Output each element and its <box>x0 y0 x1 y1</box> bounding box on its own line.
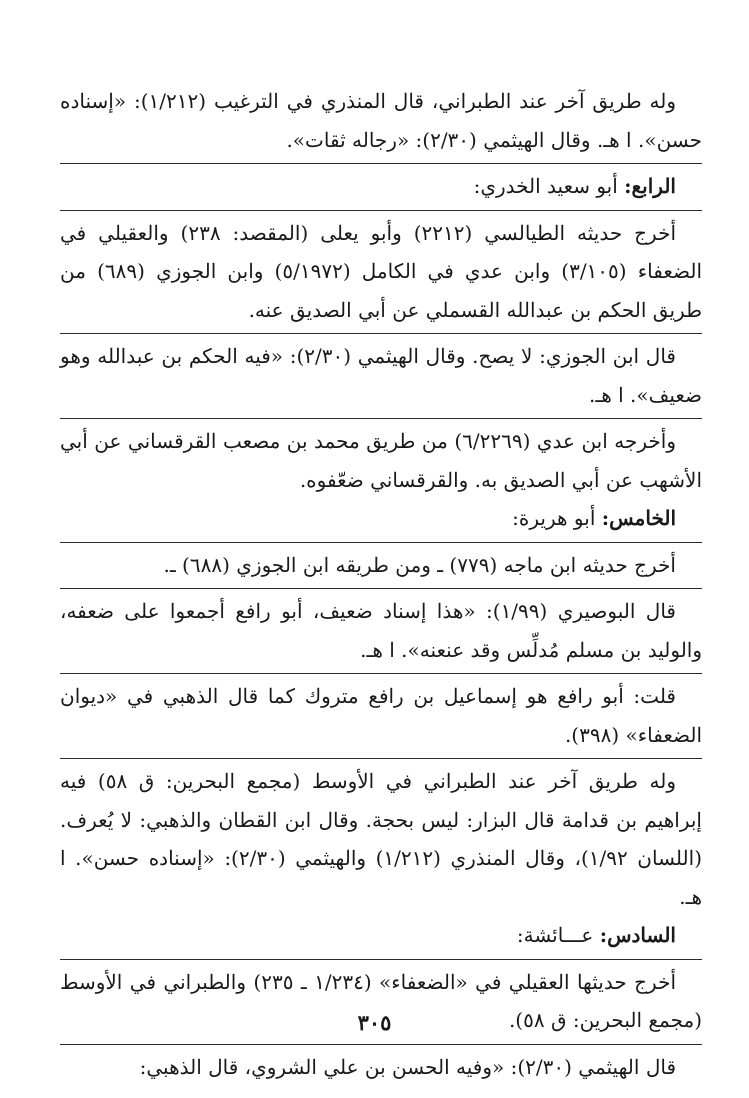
paragraph-busiri <box>60 592 702 669</box>
paragraph-text: أخرج حديثها العقيلي في «الضعفاء» (١/٢٣٤ ـ ٢٣٥) والطبراني في الأوسط (مجمع البحرين: ق ٥٨). <box>60 969 702 1032</box>
paragraph-ibn-majah <box>60 546 702 585</box>
heading-label: السادس: <box>599 923 676 947</box>
section-divider <box>60 542 702 543</box>
section-heading-fifth <box>60 499 702 538</box>
heading-text: أبو هريرة: <box>512 506 602 530</box>
paragraph-text: أخرج حديثه ابن ماجه (٧٧٩) ـ ومن طريقه ابن الجوزي (٦٨٨) ـ. <box>163 552 676 577</box>
paragraph-text: قال البوصيري (١/٩٩): «هذا إسناد ضعيف، أبو رافع أجمعوا على ضعفه، والوليد بن مسلم مُدلِّس وقد عنعنه». ا هـ. <box>60 599 702 662</box>
paragraph-abu-rafi-note <box>60 677 702 754</box>
heading-text: عـــائشة: <box>516 923 600 947</box>
paragraph-abu-said-takhrij <box>60 214 702 330</box>
section-heading-sixth <box>60 916 702 955</box>
paragraph-text: قلت: أبو رافع هو إسماعيل بن رافع متروك كما قال الذهبي في «ديوان الضعفاء» (٣٩٨). <box>60 684 702 747</box>
section-divider <box>60 333 702 334</box>
paragraph-tabarani-awsat <box>60 762 702 916</box>
heading-text: أبو سعيد الخدري: <box>473 174 625 198</box>
heading-label: الخامس: <box>601 506 676 530</box>
section-divider <box>60 418 702 419</box>
heading-label: الرابع: <box>624 174 676 198</box>
paragraph-ibn-jawzi-verdict <box>60 337 702 414</box>
paragraph-ibn-adi-qarqasani <box>60 422 702 499</box>
section-divider <box>60 163 702 164</box>
paragraph-text: قال ابن الجوزي: لا يصح. وقال الهيثمي (٢/٣٠): «فيه الحكم بن عبدالله وهو ضعيف». ا هـ. <box>60 344 702 407</box>
section-divider <box>60 1044 702 1045</box>
paragraph-text: وله طريق آخر عند الطبراني في الأوسط (مجمع البحرين: ق ٥٨) فيه إبراهيم بن قدامة قال البزار: ليس بحجة. وقال ابن القطان والذهبي: لا يُعرف. (اللسان ١/٩٢)، وقال المنذري (١/٢١٢) والهيثمي (٢/٣٠): «إسناده حسن». ا هـ. <box>60 769 702 909</box>
paragraph-tabarani-targhib <box>60 82 702 159</box>
paragraph-text: وأخرجه ابن عدي (٦/٢٢٦٩) من طريق محمد بن مصعب القرقساني عن أبي الأشهب عن أبي الصديق به. والقرقساني ضعّفوه. <box>60 429 702 492</box>
paragraph-text: أخرج حديثه الطيالسي (٢٢١٢) وأبو يعلى (المقصد: ٢٣٨) والعقيلي في الضعفاء (٣/١٠٥) وابن عدي في الكامل (٥/١٩٧٢) وابن الجوزي (٦٨٩) من طريق الحكم بن عبدالله القسملي عن أبي الصديق عنه. <box>60 220 702 322</box>
section-divider <box>60 210 702 211</box>
section-divider <box>60 959 702 960</box>
paragraph-haythami-shirwi <box>60 1048 702 1087</box>
paragraph-text: وله طريق آخر عند الطبراني، قال المنذري في الترغيب (١/٢١٢): «إسناده حسن». ا هـ. وقال الهيثمي (٢/٣٠): «رجاله ثقات». <box>60 89 702 152</box>
section-divider <box>60 673 702 674</box>
page-number: ٣٠٥ <box>357 1010 392 1035</box>
page-body <box>60 82 702 1086</box>
section-divider <box>60 588 702 589</box>
section-divider <box>60 758 702 759</box>
section-heading-fourth <box>60 167 702 206</box>
paragraph-text: قال الهيثمي (٢/٣٠): «وفيه الحسن بن علي الشروي، قال الذهبي: <box>139 1054 676 1079</box>
